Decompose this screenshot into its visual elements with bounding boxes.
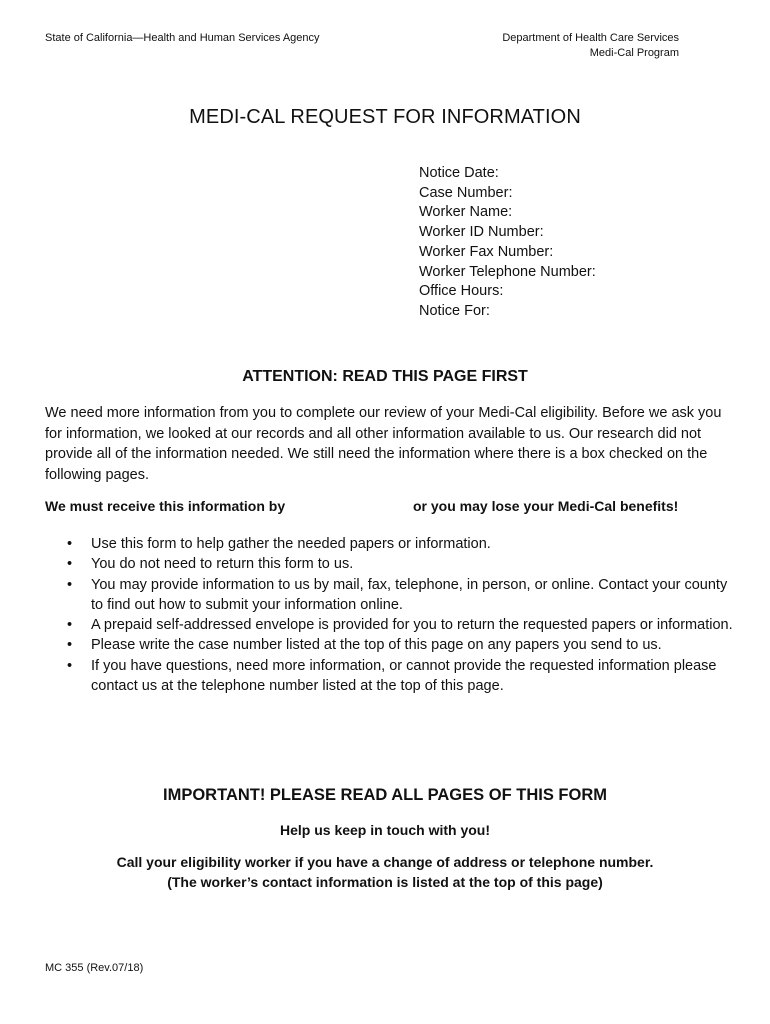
field-notice-for: Notice For: (419, 302, 490, 319)
list-item: • If you have questions, need more information, or cannot provide the requested information please contact us at the telephone number listed at the top of this page. (67, 657, 717, 695)
field-office-hours: Office Hours: (419, 283, 504, 300)
bullet-icon: • (67, 536, 73, 552)
department-header (502, 31, 679, 61)
notice-fields (419, 164, 596, 322)
agency-header: State of California—Health and Human Services Agency (45, 32, 320, 44)
call-line-1: Call your eligibility worker if you have a change of address or telephone number. (116, 854, 654, 870)
list-item: • You do not need to return this form to us. (45, 554, 735, 574)
important-heading: IMPORTANT! PLEASE READ ALL PAGES OF THIS FORM (163, 786, 607, 804)
department-name: Department of Health Care Services (502, 32, 679, 44)
field-case-number: Case Number: (419, 184, 513, 201)
page-title: MEDI-CAL REQUEST FOR INFORMATION (189, 106, 581, 128)
list-item: • Please write the case number listed at the top of this page on any papers you send to us. (45, 635, 735, 655)
instruction-list (45, 534, 735, 696)
field-notice-date: Notice Date: (419, 165, 499, 181)
program-name: Medi-Cal Program (589, 47, 679, 59)
bullet-icon: • (67, 637, 73, 654)
list-item: • A prepaid self-addressed envelope is provided for you to return the requested papers or information. (45, 615, 735, 635)
intro-paragraph: We need more information from you to complete our review of your Medi-Cal eligibility. Before we ask you for information, we looked at our records and all other information available to us. Our research did not provide all of the information needed. We still need the information where there is a box checked on the following pages. (45, 405, 722, 483)
keep-in-touch-line: Help us keep in touch with you! (279, 822, 490, 838)
bullet-icon: • (67, 556, 73, 573)
field-worker-fax: Worker Fax Number: (419, 243, 554, 260)
call-line-2: (The worker’s contact information is listed at the top of this page) (167, 874, 603, 890)
bullet-icon: • (67, 657, 73, 674)
list-item: • You may provide information to us by mail, fax, telephone, in person, or online. Contact your county to find out how to submit your information online. (67, 576, 728, 613)
field-worker-id: Worker ID Number: (419, 224, 544, 241)
attention-heading: ATTENTION: READ THIS PAGE FIRST (242, 368, 528, 385)
bullet-icon: • (67, 576, 73, 593)
deadline-prefix: We must receive this information by (45, 498, 286, 514)
bullet-icon: • (67, 617, 73, 634)
list-item: • Use this form to help gather the needed papers or information. (45, 534, 735, 554)
field-worker-telephone: Worker Telephone Number: (419, 263, 596, 280)
form-number: MC 355 (Rev.07/18) (45, 962, 144, 974)
deadline-suffix: or you may lose your Medi-Cal benefits! (413, 498, 679, 514)
field-worker-name: Worker Name: (419, 204, 513, 221)
call-worker-notice (0, 852, 770, 892)
